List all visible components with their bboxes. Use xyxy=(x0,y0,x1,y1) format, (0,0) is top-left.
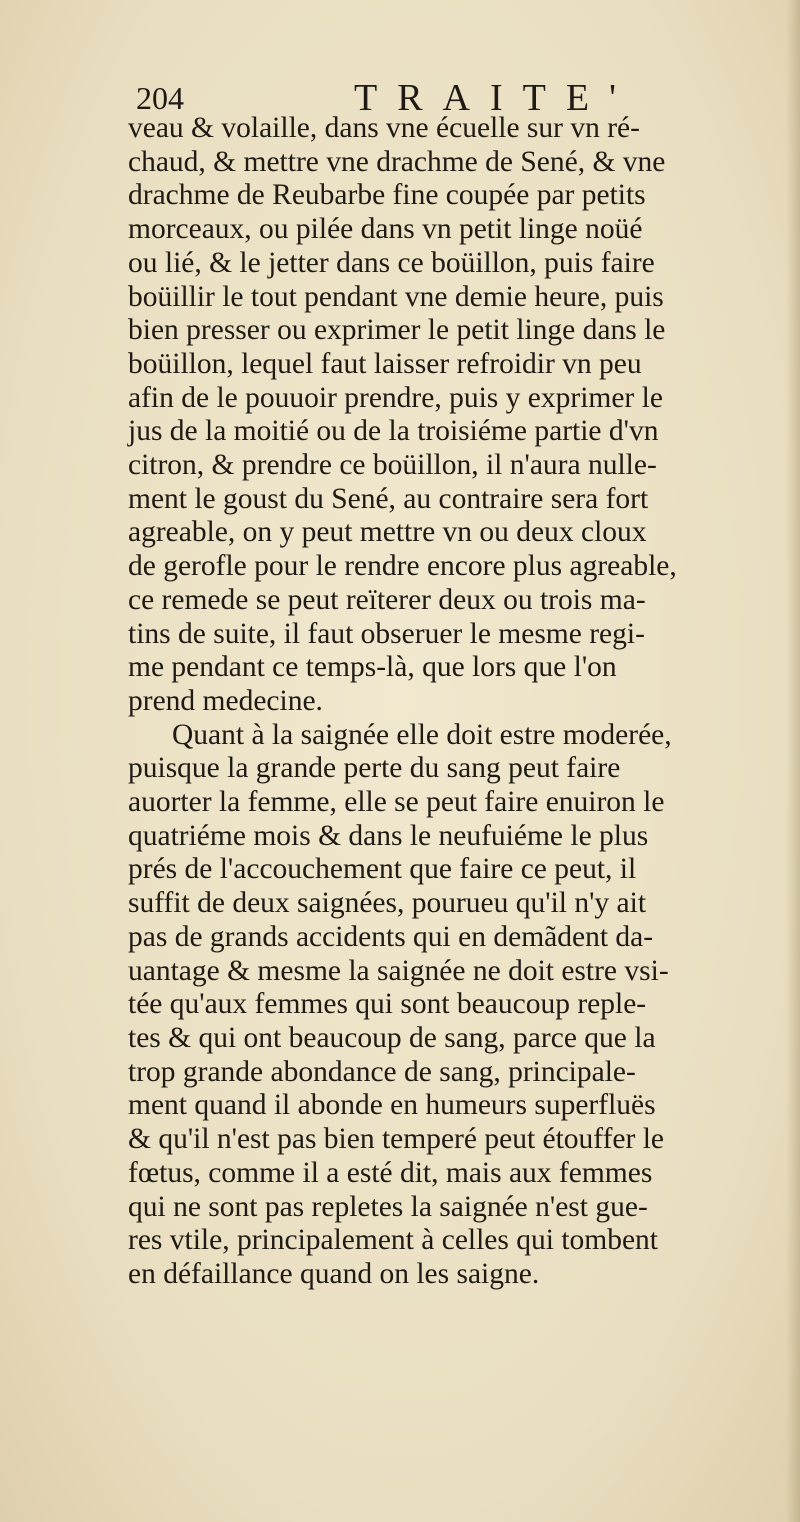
page-edge-shadow xyxy=(786,0,800,1522)
text-line: jus de la moitié ou de la troisiéme partie d'vn xyxy=(128,415,659,448)
text-line: prés de l'accouchement que faire ce peut, il xyxy=(128,853,637,886)
text-line: puisque la grande perte du sang peut faire xyxy=(128,752,621,785)
text-line: me pendant ce temps-là, que lors que l'on xyxy=(128,651,617,684)
text-line: veau & volaille, dans vne écuelle sur vn ré- xyxy=(128,112,640,144)
text-line: suffit de deux saignées, pourueu qu'il n'y ait xyxy=(128,887,647,920)
text-line: boüillon, lequel faut laisser refroidir vn peu xyxy=(128,347,642,380)
body-text xyxy=(128,112,788,1292)
text-line: res vtile, principalement à celles qui tombent xyxy=(128,1224,659,1257)
text-line: ce remede se peut reïterer deux ou trois ma- xyxy=(128,583,646,616)
text-line: agreable, on y peut mettre vn ou deux cloux xyxy=(128,516,647,549)
text-line: de gerofle pour le rendre encore plus agreable, xyxy=(128,550,677,583)
text-line: citron, & prendre ce boüillon, il n'aura nulle- xyxy=(128,449,657,482)
text-line: tes & qui ont beaucoup de sang, parce que la xyxy=(128,1021,656,1054)
paragraph-start-line: Quant à la saignée elle doit estre moderée, xyxy=(172,718,672,751)
text-line: chaud, & mettre vne drachme de Sené, & vne xyxy=(128,145,666,178)
text-line: auorter la femme, elle se peut faire enuiron le xyxy=(128,786,665,819)
text-line: uantage & mesme la saignée ne doit estre vsi- xyxy=(128,954,669,987)
text-line: morceaux, ou pilée dans vn petit linge noüé xyxy=(128,213,643,246)
text-line: ment quand il abonde en humeurs superfluës xyxy=(128,1089,656,1122)
text-line: ment le goust du Sené, au contraire sera fort xyxy=(128,482,649,515)
text-line: quatriéme mois & dans le neufuiéme le plus xyxy=(128,819,649,852)
text-line: en défaillance quand on les saigne. xyxy=(128,1257,540,1290)
text-line: prend medecine. xyxy=(128,684,323,717)
text-line: qui ne sont pas repletes la saignée n'est gue- xyxy=(128,1190,648,1223)
text-line: afin de le pouuoir prendre, puis y exprimer le xyxy=(128,381,663,414)
text-line: trop grande abondance de sang, principale- xyxy=(128,1055,636,1088)
text-line: ou lié, & le jetter dans ce boüillon, puis faire xyxy=(128,246,655,279)
running-title: TRAITE' xyxy=(354,77,636,119)
text-line: boüillir le tout pendant vne demie heure, puis xyxy=(128,280,664,313)
text-line: fœtus, comme il a esté dit, mais aux femmes xyxy=(128,1156,653,1189)
text-line: tins de suite, il faut obseruer le mesme regi- xyxy=(128,617,645,650)
text-line: tée qu'aux femmes qui sont beaucoup reple- xyxy=(128,988,647,1021)
text-line: & qu'il n'est pas bien temperé peut étouffer le xyxy=(128,1123,664,1156)
page-number: 204 xyxy=(136,80,184,116)
text-line: pas de grands accidents qui en demãdent da- xyxy=(128,920,654,953)
text-line: bien presser ou exprimer le petit linge dans le xyxy=(128,314,666,347)
text-line: drachme de Reubarbe fine coupée par petits xyxy=(128,179,646,212)
